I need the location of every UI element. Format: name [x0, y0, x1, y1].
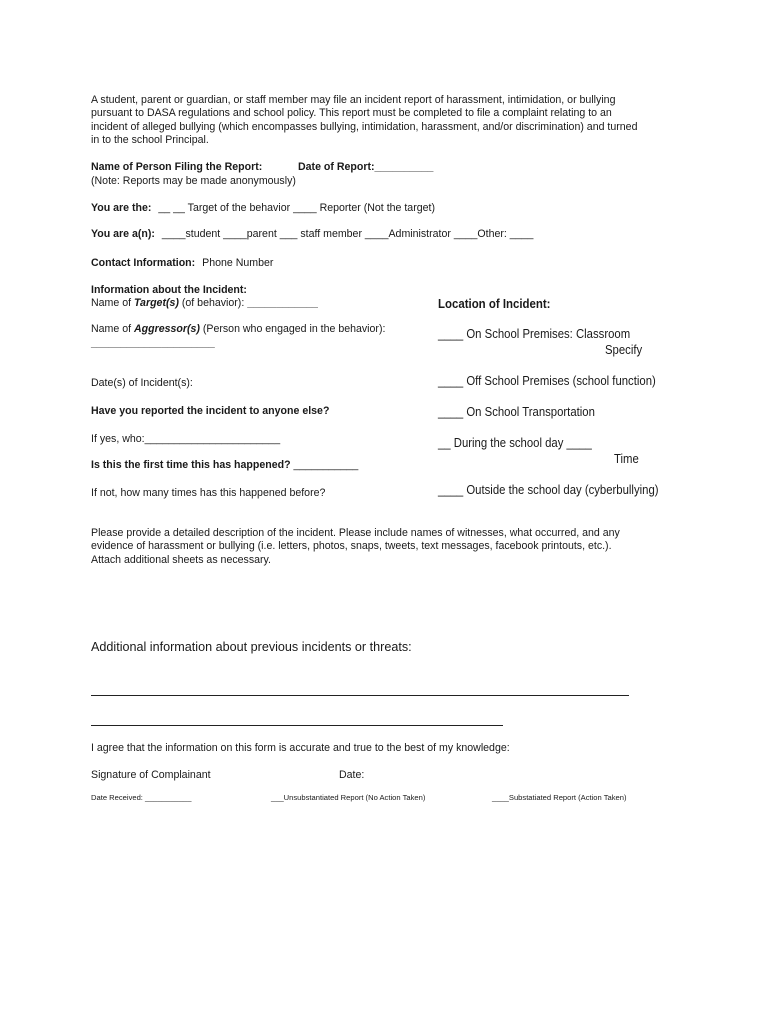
role-options[interactable]: __ __ Target of the behavior ____ Reporter (Not the target)	[158, 202, 435, 214]
location-school-day-option[interactable]: __ During the school day ____	[438, 436, 592, 450]
intro-line: pursuant to DASA regulations and school policy. This report must be completed to file a complaint relating to an	[91, 107, 612, 120]
first-time-row	[91, 459, 358, 472]
target-em: Target(s)	[133, 297, 179, 309]
location-specify-label: Specify	[605, 343, 643, 357]
contact-label: Contact Information:	[91, 257, 196, 269]
additional-info-line-2[interactable]	[91, 725, 503, 726]
reported-who-field[interactable]: If yes, who:_______________________	[91, 433, 281, 445]
contact-row	[91, 257, 273, 270]
location-off-premises-option[interactable]: ____ Off School Premises (school function)	[438, 374, 656, 388]
location-transport-option[interactable]: ____ On School Transportation	[438, 405, 595, 419]
substantiated-option[interactable]: ____Substatiated Report (Action Taken)	[492, 793, 627, 802]
location-classroom-option[interactable]: ____ On School Premises: Classroom	[438, 327, 631, 341]
role-row	[91, 202, 435, 215]
first-time-question: Is this the first time this has happened?	[91, 459, 291, 471]
additional-info-label: Additional information about previous incidents or threats:	[91, 640, 412, 654]
first-time-field[interactable]: ___________	[290, 459, 359, 471]
incident-dates-field[interactable]: Date(s) of Incident(s):	[91, 377, 193, 389]
description-line: Attach additional sheets as necessary.	[91, 553, 272, 566]
report-date-field[interactable]: Date of Report:__________	[298, 161, 434, 173]
incident-heading: Information about the Incident:	[91, 284, 247, 296]
target-prefix: Name of	[91, 297, 134, 309]
intro-paragraph	[91, 94, 691, 148]
aggressor-name-field[interactable]: _____________________	[91, 337, 215, 349]
unsubstantiated-option[interactable]: ___Unsubstantiated Report (No Action Taken)	[271, 793, 426, 802]
intro-line: in to the school Principal.	[91, 134, 209, 147]
location-outside-option[interactable]: ____ Outside the school day (cyberbullying)	[438, 483, 659, 497]
date-received-field[interactable]: Date Received: ___________	[91, 793, 192, 802]
aggressor-row	[91, 323, 385, 336]
description-instructions	[91, 527, 691, 567]
signature-date-field[interactable]: Date:	[339, 769, 365, 781]
role-label: You are the:	[91, 202, 152, 214]
location-heading: Location of Incident:	[438, 296, 551, 311]
target-suffix: (of behavior):	[178, 297, 248, 309]
description-line: Please provide a detailed description of the incident. Please include names of witnesses, what occurred, and any	[91, 527, 620, 539]
person-type-options[interactable]: ____student ____parent ___ staff member ____Administrator ____Other: ____	[161, 228, 534, 240]
how-many-times-field[interactable]: If not, how many times has this happened before?	[91, 487, 326, 499]
target-name-field[interactable]: ____________	[247, 297, 318, 309]
aggressor-prefix: Name of	[91, 323, 134, 335]
person-type-label: You are a(n):	[91, 228, 155, 240]
anonymous-note: (Note: Reports may be made anonymously)	[91, 175, 296, 187]
intro-line: incident of alleged bullying (which encompasses bullying, intimidation, harassment, and/or discrimination) and turned	[91, 120, 638, 133]
reported-question: Have you reported the incident to anyone else?	[91, 405, 330, 417]
person-type-row	[91, 228, 533, 241]
signature-field[interactable]: Signature of Complainant	[91, 769, 211, 781]
aggressor-em: Aggressor(s)	[133, 323, 200, 335]
additional-info-line-1[interactable]	[91, 695, 629, 696]
aggressor-suffix: (Person who engaged in the behavior):	[199, 323, 386, 335]
filer-name-label: Name of Person Filing the Report:	[91, 161, 263, 173]
location-time-label: Time	[614, 452, 639, 466]
contact-phone-field[interactable]: Phone Number	[202, 257, 274, 269]
target-row	[91, 297, 318, 310]
description-line: evidence of harassment or bullying (i.e. letters, photos, snaps, tweets, text messages, facebook printouts, etc.).	[91, 540, 612, 553]
intro-line: A student, parent or guardian, or staff member may file an incident report of harassment, intimidation, or bullying	[91, 94, 616, 106]
agreement-text: I agree that the information on this form is accurate and true to the best of my knowledge:	[91, 742, 510, 754]
